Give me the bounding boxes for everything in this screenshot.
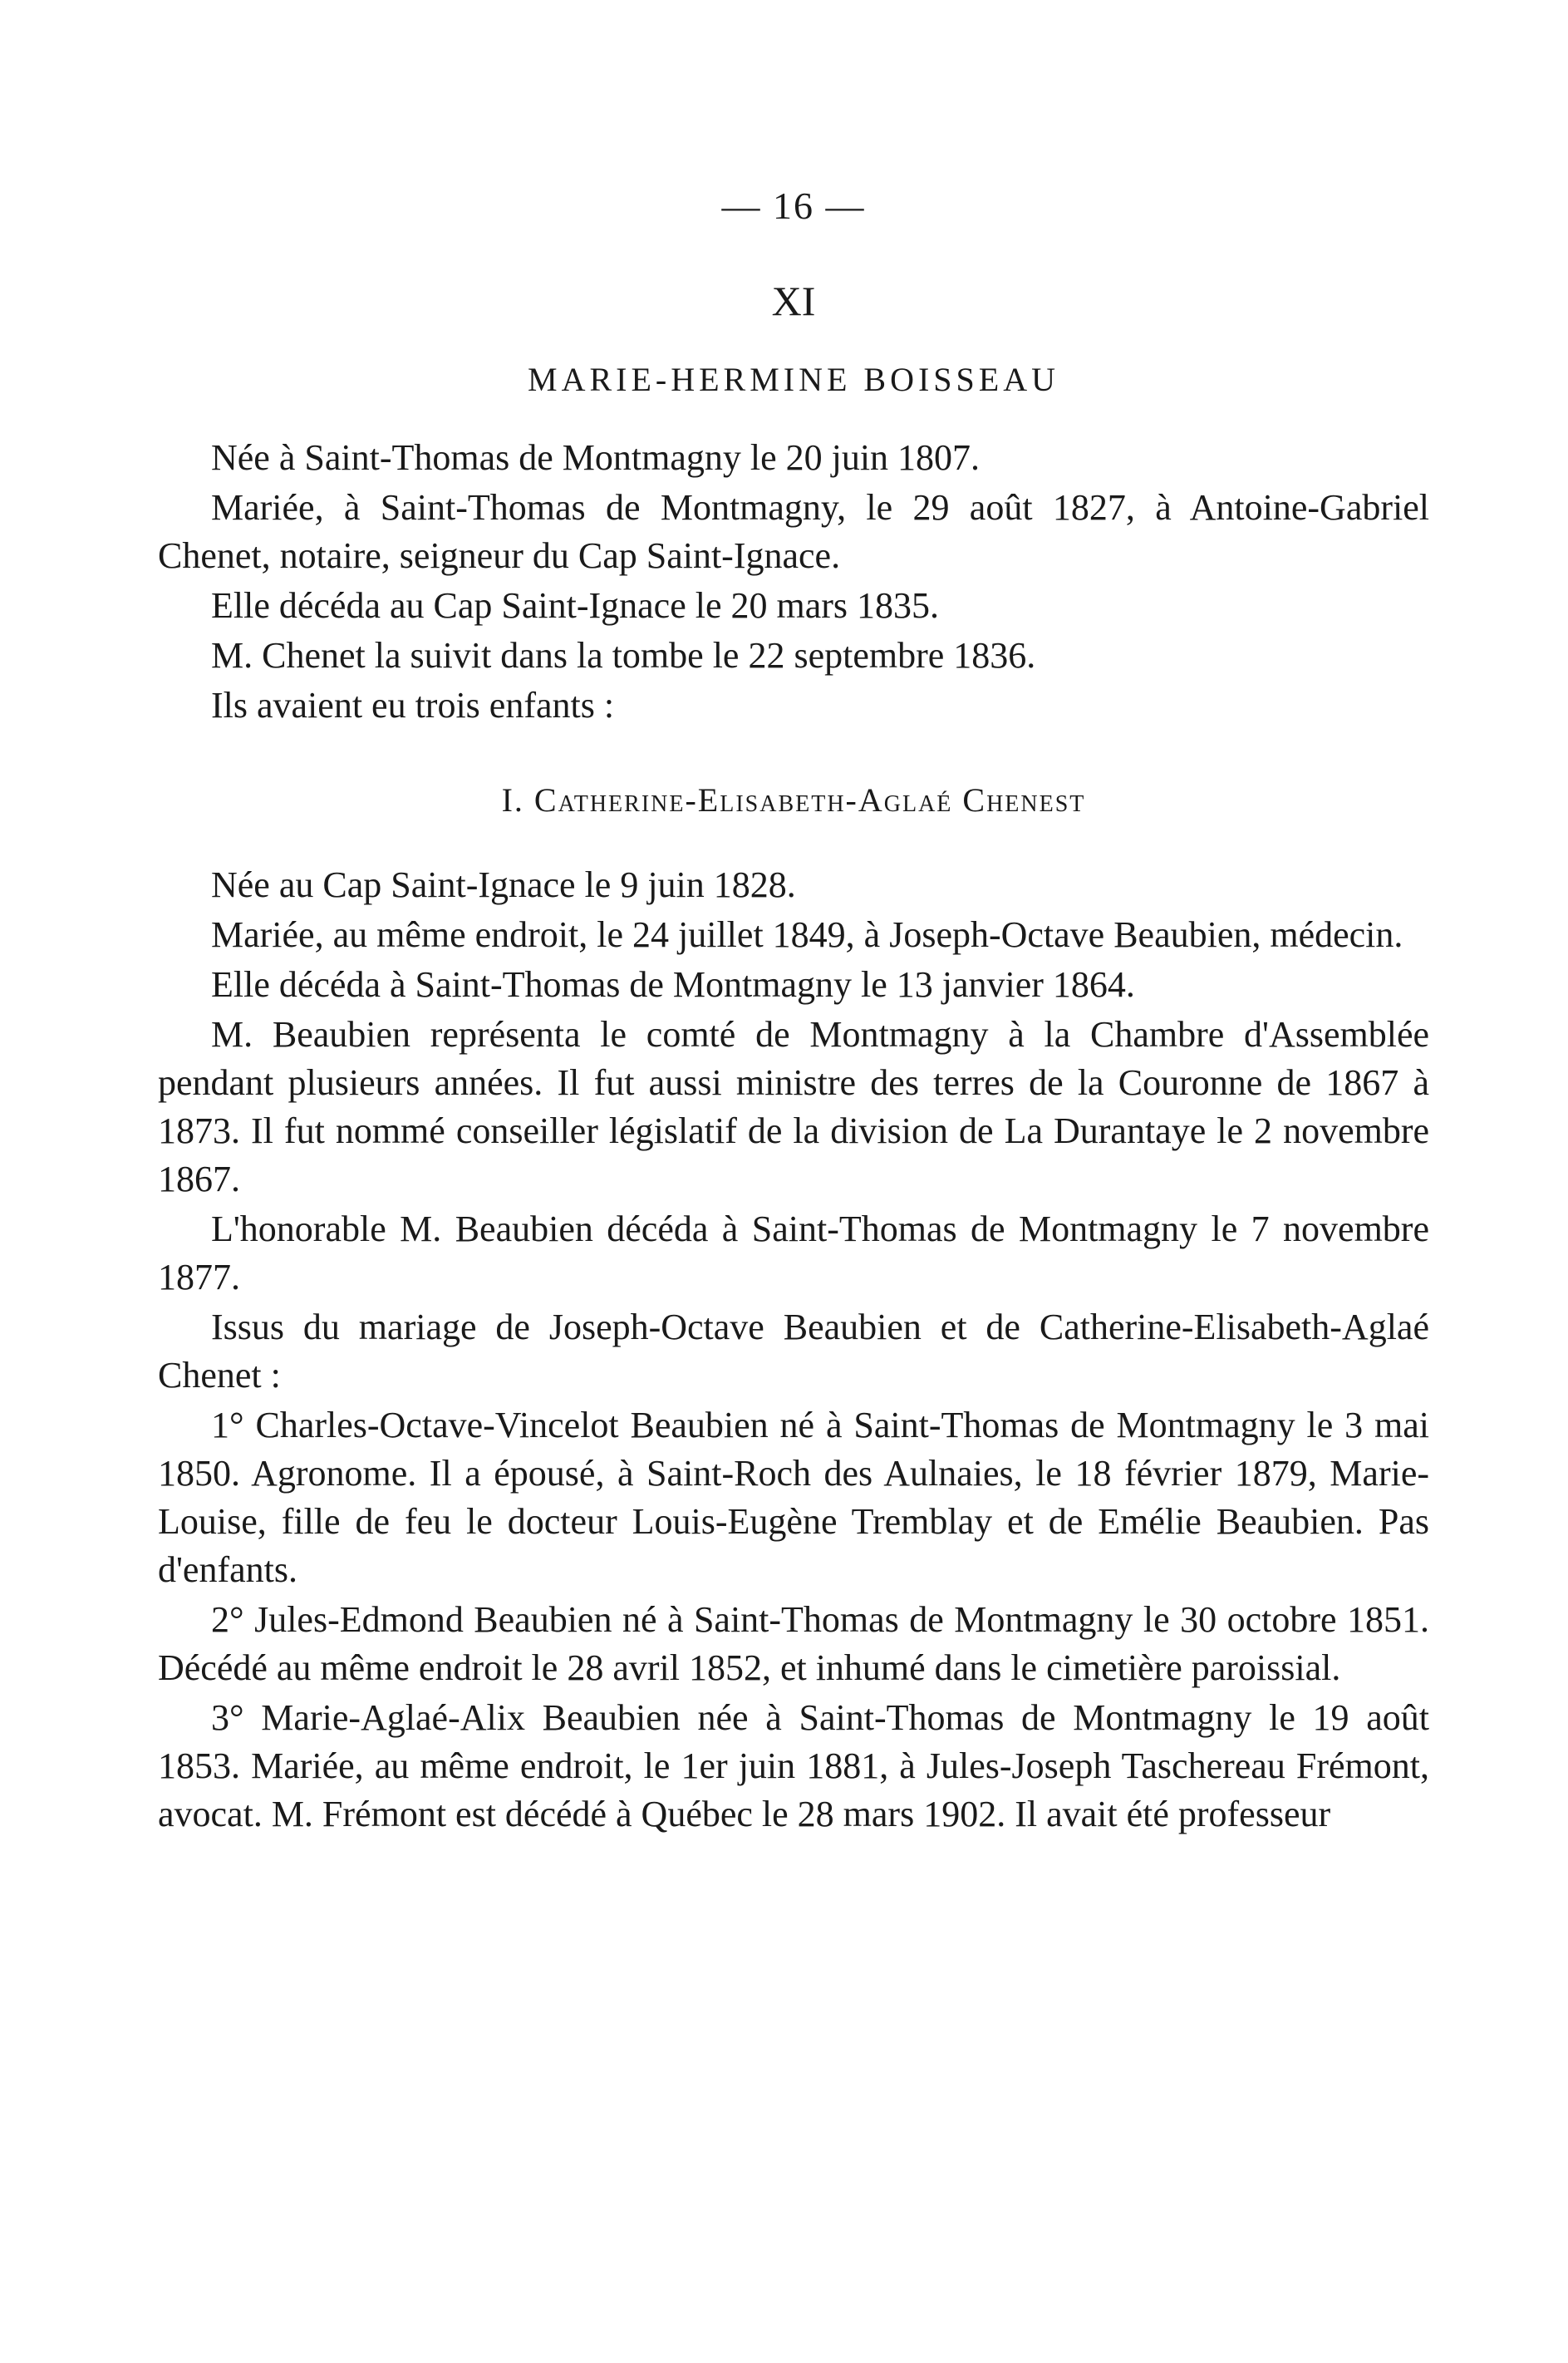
paragraph: M. Beaubien représenta le comté de Montmagny à la Chambre d'Assemblée pendant plusieurs années. Il fut aussi ministre des terres de la Couronne de 1867 à 1873. Il fut nommé conseiller législatif de la division de La Durantaye le 2 novembre 1867. [158,1014,1429,1199]
paragraph: 1° Charles-Octave-Vincelot Beaubien né à Saint-Thomas de Montmagny le 3 mai 1850. Agronome. Il a épousé, à Saint-Roch des Aulnaies, le 18 février 1879, Marie-Louise, fille de feu le docteur Louis-Eugène Tremblay et de Emélie Beaubien. Pas d'enfants. [158,1405,1429,1590]
paragraph: Mariée, au même endroit, le 24 juillet 1849, à Joseph-Octave Beaubien, médecin. [211,914,1403,955]
section-heading: I. Catherine-Elisabeth-Aglaé Chenest [501,781,1086,819]
paragraph: Née à Saint-Thomas de Montmagny le 20 juin 1807. [211,437,981,478]
paragraph: L'honorable M. Beaubien décéda à Saint-Thomas de Montmagny le 7 novembre 1877. [158,1209,1429,1297]
paragraph: Elle décéda au Cap Saint-Ignace le 20 mars 1835. [211,585,940,626]
paragraph: Elle décéda à Saint-Thomas de Montmagny le 13 janvier 1864. [211,964,1135,1005]
chapter-heading: MARIE-HERMINE BOISSEAU [528,361,1059,398]
paragraph: M. Chenet la suivit dans la tombe le 22 septembre 1836. [211,635,1036,676]
chapter-text [158,434,1429,730]
paragraph: 2° Jules-Edmond Beaubien né à Saint-Thomas de Montmagny le 30 octobre 1851. Décédé au même endroit le 28 avril 1852, et inhumé dans le cimetière paroissial. [158,1599,1429,1688]
paragraph: Née au Cap Saint-Ignace le 9 juin 1828. [211,864,796,905]
page-body [158,183,1429,1840]
paragraph: Mariée, à Saint-Thomas de Montmagny, le 29 août 1827, à Antoine-Gabriel Chenet, notaire, seigneur du Cap Saint-Ignace. [158,487,1429,576]
section-text [158,861,1429,1839]
paragraph: Issus du mariage de Joseph-Octave Beaubien et de Catherine-Elisabeth-Aglaé Chenet : [158,1307,1429,1396]
chapter-numeral: XI [771,278,816,324]
page-number: — 16 — [721,185,866,227]
paragraph: Ils avaient eu trois enfants : [211,685,615,726]
paragraph: 3° Marie-Aglaé-Alix Beaubien née à Saint-Thomas de Montmagny le 19 août 1853. Mariée, au même endroit, le 1er juin 1881, à Jules-Joseph Taschereau Frémont, avocat. M. Frémont est décédé à Québec le 28 mars 1902. Il avait été professeur [158,1697,1429,1834]
